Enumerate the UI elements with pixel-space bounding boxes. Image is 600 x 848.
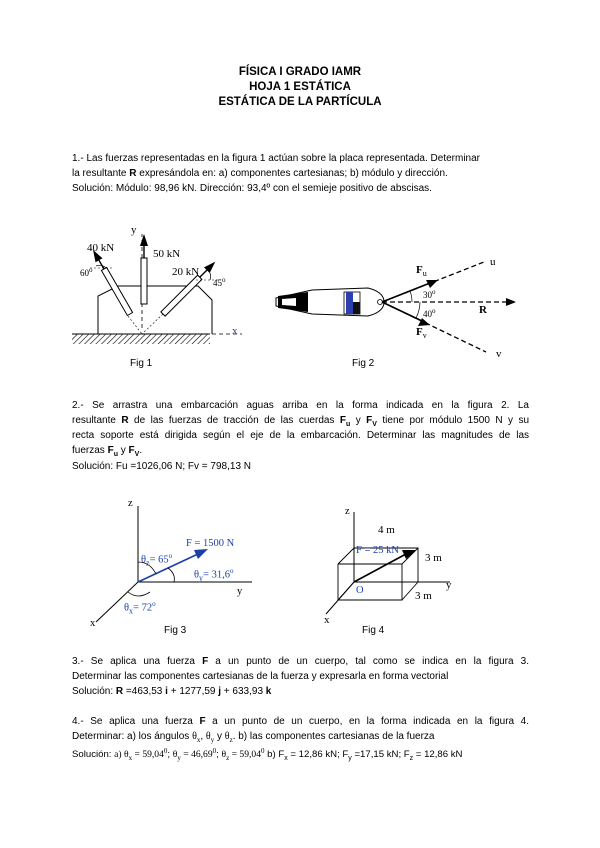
- subscript: x: [196, 736, 201, 744]
- fig4-label-f: F = 25 kN: [356, 545, 399, 556]
- subscript: z: [409, 755, 414, 763]
- text: F: [416, 264, 423, 276]
- fig2-label-v: v: [496, 348, 502, 360]
- fig4-label-4m: 4 m: [378, 524, 395, 536]
- text: b) F: [264, 749, 285, 761]
- fig4-axis-z: z: [345, 506, 350, 517]
- fig1-axis-y: y: [131, 224, 137, 236]
- vector-r: R: [121, 415, 129, 426]
- text: = 65: [149, 554, 169, 566]
- text: ,: [200, 731, 206, 742]
- problem2-solution: Solución: Fu =1026,06 N; Fv = 798,13 N: [72, 461, 251, 472]
- vector-fu: F: [339, 415, 346, 426]
- text: Solución:: [72, 749, 115, 761]
- subscript: u: [113, 451, 118, 458]
- fig3-caption: Fig 3: [164, 625, 187, 636]
- text: . b) las componentes cartesianas de la fuerza: [232, 731, 435, 742]
- problem3-solution: [72, 684, 271, 699]
- text: = 12,86 kN; F: [287, 749, 349, 761]
- header-section: ESTÁTICA DE LA PARTÍCULA: [218, 96, 382, 108]
- text: expresándola en: a) componentes cartesianas; b) módulo y dirección.: [136, 168, 448, 179]
- text: =463,53: [123, 686, 166, 697]
- text: y: [117, 445, 129, 456]
- fig1-label-50kN: 50 kN: [153, 248, 181, 260]
- text: .: [139, 445, 143, 456]
- fig2-angle-40: [423, 307, 436, 319]
- text: y: [350, 415, 367, 426]
- degree: o: [432, 288, 436, 296]
- value: = 46,69: [180, 749, 213, 761]
- subscript: v: [422, 331, 427, 341]
- degree: o: [89, 266, 93, 274]
- text: + 1277,59: [167, 686, 219, 697]
- problem2-line1: 2.- Se arrastra una embarcación aguas arriba en la forma indicada en la figura 2. La: [72, 400, 529, 411]
- text: y: [214, 731, 225, 742]
- unit-i: i: [165, 686, 168, 697]
- force-arrowhead: [194, 549, 208, 559]
- force-vector: [354, 554, 406, 582]
- text: de las fuerzas de tracción de las cuerdas: [128, 415, 340, 426]
- theta-x-arc: [128, 592, 150, 596]
- text: tiene por módulo 1500 N y su: [376, 415, 530, 426]
- subscript: u: [346, 421, 351, 428]
- text: 3.- Se aplica una fuerza: [72, 656, 203, 667]
- fig4-label-3m-bottom: 3 m: [415, 590, 432, 602]
- text: a): [114, 749, 124, 761]
- text: 40: [423, 309, 432, 319]
- problem2-line3: recta soporte está dirigida según el eje de la embarcación. Determinar las magnitudes de las: [72, 430, 529, 441]
- vector-r: R: [115, 686, 124, 697]
- angle-60-arc: [96, 265, 106, 268]
- boat-cabin-blue: [346, 292, 353, 314]
- vector-fu: F: [107, 445, 114, 456]
- subscript: z: [146, 558, 150, 568]
- unit-j: j: [218, 686, 222, 697]
- degree: o: [168, 552, 173, 560]
- text: F: [416, 326, 423, 338]
- problem4-line1: [72, 714, 529, 729]
- text: θ: [194, 569, 200, 581]
- text: = 12,86 kN: [413, 749, 463, 761]
- degree: 0: [261, 747, 265, 755]
- fig3-label-f: F = 1500 N: [186, 538, 235, 549]
- fig1-label-40kN: 40 kN: [87, 242, 115, 254]
- theta: θ: [224, 731, 230, 742]
- ground-hatch: [72, 334, 210, 344]
- fig3-axis-y: y: [237, 586, 243, 597]
- problem4-solution: [72, 744, 462, 766]
- text: + 633,93: [221, 686, 266, 697]
- text: resultante: [72, 415, 122, 426]
- fig4-axis-x: x: [324, 614, 330, 626]
- text: 45: [213, 278, 222, 288]
- degree: o: [432, 307, 436, 315]
- angle-30-arc: [410, 291, 412, 302]
- fig1-angle-60: [80, 266, 93, 278]
- text: =17,15 kN; F: [351, 749, 410, 761]
- subscript: z: [229, 736, 233, 744]
- degree: 0: [163, 747, 168, 755]
- subscript: x: [284, 755, 288, 763]
- fig3-axis-x: x: [90, 618, 96, 629]
- text: = 31,6: [203, 569, 230, 581]
- text: ;: [216, 749, 222, 761]
- fig3-axis-z: z: [128, 498, 133, 509]
- fig1-caption: Fig 1: [130, 358, 153, 369]
- fig3-theta-x: [124, 600, 156, 616]
- fv-vector: [382, 302, 422, 321]
- fig2-label-fu: [416, 264, 427, 278]
- vector-f: F: [202, 656, 209, 667]
- subscript: V: [134, 451, 140, 458]
- fig3-theta-y: [194, 567, 233, 583]
- problem1-line2: [72, 166, 448, 181]
- subscript: z: [226, 754, 230, 763]
- problem1-solution: Solución: Módulo: 98,96 kN. Dirección: 93,4º con el semieje positivo de abscisas.: [72, 183, 432, 194]
- text: 30: [423, 290, 432, 300]
- subscript: V: [372, 421, 377, 428]
- fig1-axis-x: x: [232, 325, 238, 337]
- subscript: y: [199, 573, 204, 583]
- boat-cabin-dark: [353, 302, 360, 314]
- degree: o: [229, 567, 234, 575]
- subscript: x: [128, 754, 133, 763]
- vector-f: F: [199, 716, 206, 727]
- text: a un punto de un cuerpo, tal como se indica en la figura 3.: [208, 656, 529, 667]
- line-of-action-20: [142, 314, 163, 334]
- text: θ: [124, 602, 130, 614]
- header-subtitle: HOJA 1 ESTÁTICA: [249, 81, 351, 93]
- problem3-line1: [72, 654, 529, 669]
- vector-r: R: [129, 168, 137, 179]
- text: Solución:: [72, 686, 116, 697]
- theta: θ: [221, 749, 227, 761]
- fig2-label-r: R: [479, 304, 487, 316]
- fig4-label-3m-top: 3 m: [425, 552, 442, 564]
- r-arrowhead: [506, 298, 516, 306]
- fig4-axis-y: y: [446, 579, 452, 591]
- subscript: y: [210, 736, 215, 744]
- subscript: x: [129, 606, 134, 616]
- force-arrowhead: [402, 550, 416, 559]
- problem1-line1: 1.- Las fuerzas representadas en la figura 1 actúan sobre la placa representada. Determinar: [72, 153, 481, 164]
- theta-y-arc: [168, 568, 174, 582]
- fig1-angle-45: [213, 276, 226, 288]
- text: = 72: [133, 602, 153, 614]
- force-40: [90, 248, 134, 316]
- fig1-label-20kN: 20 kN: [172, 266, 200, 278]
- text: fuerzas: [72, 445, 108, 456]
- fig4-caption: Fig 4: [362, 625, 385, 636]
- problem3-line2: Determinar las componentes cartesianas de la fuerza y expresarla en forma vectorial: [72, 671, 449, 682]
- theta: θ: [192, 731, 197, 742]
- boat-stern-window: [282, 298, 296, 306]
- degree: 0: [212, 747, 217, 755]
- vector-fv: F: [128, 445, 135, 456]
- subscript: y: [177, 754, 181, 763]
- figure-3: [88, 496, 268, 631]
- degree: o: [152, 600, 156, 608]
- line-of-action-40: [128, 316, 142, 334]
- theta: θ: [124, 749, 129, 761]
- text: 60: [80, 268, 89, 278]
- subscript: u: [422, 269, 427, 279]
- fig2-angle-30: [423, 288, 436, 300]
- force-50-shaft: [141, 258, 147, 304]
- tow-point: [378, 300, 383, 305]
- text: Determinar: a) los ángulos: [72, 731, 193, 742]
- value: = 59,04: [229, 749, 262, 761]
- force-50-arrowhead: [140, 234, 148, 246]
- text: la resultante: [72, 168, 130, 179]
- fig3-theta-z: [141, 552, 172, 568]
- fig2-caption: Fig 2: [352, 358, 375, 369]
- unit-k: k: [265, 686, 272, 697]
- text: ;: [167, 749, 173, 761]
- text: 4.- Se aplica una fuerza: [72, 716, 200, 727]
- header-title: FÍSICA I GRADO IAMR: [238, 66, 362, 78]
- theta: θ: [172, 749, 178, 761]
- angle-40-arc: [416, 302, 420, 318]
- text: θ: [141, 554, 147, 566]
- fig4-origin: O: [356, 585, 364, 596]
- degree: o: [222, 276, 226, 284]
- vector-fv: F: [366, 415, 373, 426]
- text: a un punto de un cuerpo, en la forma indicada en la figura 4.: [205, 716, 530, 727]
- fig2-label-fv: [416, 326, 427, 340]
- fig2-label-u: u: [490, 256, 496, 268]
- subscript: y: [348, 755, 352, 763]
- theta: θ: [205, 731, 211, 742]
- value: = 59,04: [132, 749, 164, 761]
